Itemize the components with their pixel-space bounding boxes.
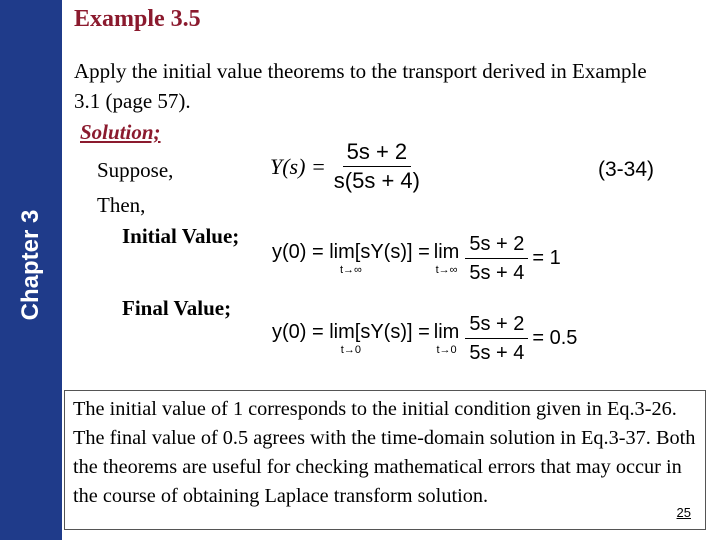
initial-lim2: lim (433, 241, 460, 263)
final-denominator: 5s + 4 (469, 342, 525, 364)
page-number: 25 (676, 505, 691, 520)
problem-statement: Apply the initial value theorems to the transport derived in Example 3.1 (page 57). (74, 59, 647, 113)
initial-lim2-group (434, 241, 460, 276)
initial-result: = 1 (532, 247, 561, 269)
slide-title: Example 3.5 (74, 6, 201, 32)
initial-fraction (465, 232, 528, 285)
chapter-label: Chapter 3 (17, 209, 44, 321)
initial-lhs-group (272, 241, 430, 276)
equation-initial-value (270, 232, 561, 285)
final-lim1-subscript: t→0 (340, 344, 361, 356)
equation-number: (3-34) (598, 158, 655, 181)
initial-numerator: 5s + 2 (465, 232, 528, 259)
final-lhs: y(0) = lim[sY(s)] = (272, 321, 430, 343)
initial-lim1-subscript: t→∞ (339, 264, 362, 276)
final-lim2-subscript: t→0 (436, 344, 457, 356)
suppose-label: Suppose, (97, 158, 174, 182)
eq34-numerator: 5s + 2 (343, 140, 412, 167)
initial-denominator: 5s + 4 (469, 262, 525, 284)
final-numerator: 5s + 2 (465, 312, 528, 339)
eq34-lhs: Y(s) = (270, 153, 326, 179)
final-lim2-group (434, 321, 460, 356)
initial-value-label: Initial Value; (122, 224, 240, 248)
final-lim2: lim (433, 321, 460, 343)
final-fraction (465, 312, 528, 365)
eq34-denominator: s(5s + 4) (333, 168, 420, 193)
eq34-fraction (330, 140, 424, 193)
initial-lhs: y(0) = lim[sY(s)] = (272, 241, 430, 263)
explanation-box (64, 390, 706, 530)
explanation-text: The initial value of 1 corresponds to the initial condition given in Eq.3-26. The final value of 0.5 agrees with the time-domain solution in Eq.3-37. Both the theorems are useful for checking mathematical errors that may occur in the course of obtaining Laplace transform solution. (73, 398, 696, 507)
final-result: = 0.5 (532, 327, 578, 349)
initial-lim2-subscript: t→∞ (435, 264, 458, 276)
final-value-label: Final Value; (122, 296, 232, 320)
then-label: Then, (97, 193, 146, 217)
solution-heading: Solution; (80, 120, 161, 144)
chapter-sidebar (0, 0, 62, 540)
equation-transfer-function (270, 140, 428, 193)
final-lhs-group (272, 321, 430, 356)
equation-final-value (270, 312, 577, 365)
